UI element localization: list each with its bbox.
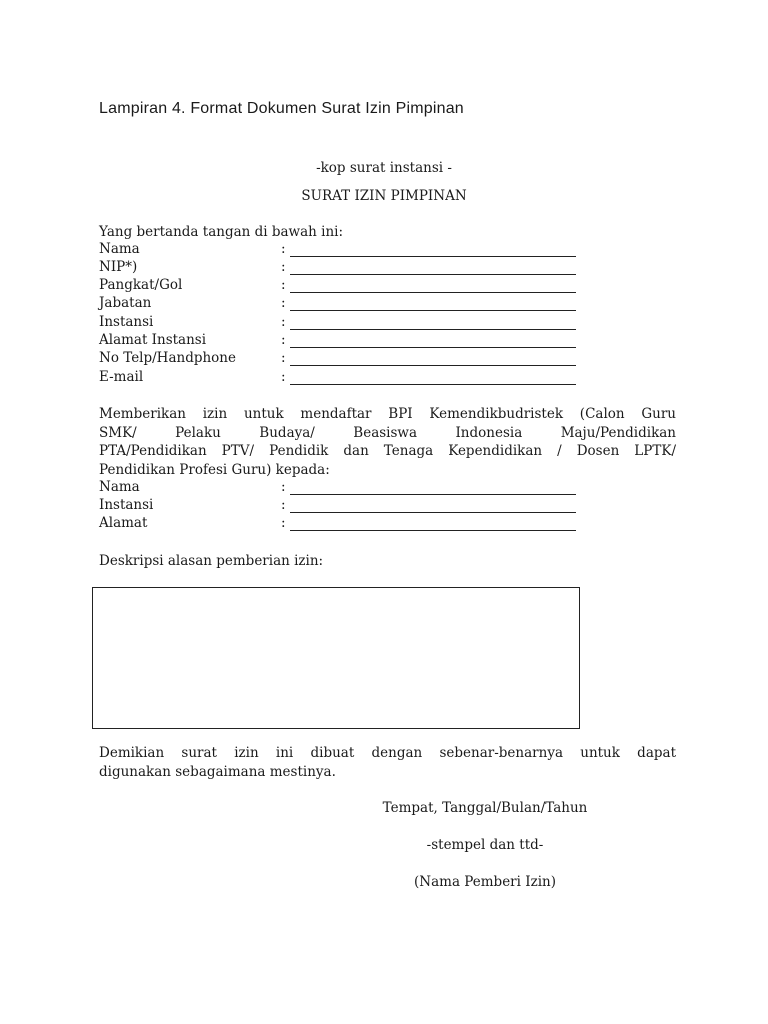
signer-name: (Nama Pemberi Izin) bbox=[414, 874, 556, 890]
field-email bbox=[99, 369, 579, 387]
field-jabatan bbox=[99, 295, 579, 313]
field-label: Instansi bbox=[99, 497, 154, 513]
field-nip bbox=[99, 259, 579, 277]
intro-text: Yang bertanda tangan di bawah ini: bbox=[99, 224, 344, 240]
fill-line[interactable] bbox=[290, 512, 576, 513]
field-colon: : bbox=[281, 479, 286, 495]
paragraph-line: Demikian surat izin ini dibuat dengan sebenar-benarnya untuk dapat bbox=[99, 745, 676, 761]
field-label: Pangkat/Gol bbox=[99, 277, 183, 293]
field-alamat-instansi bbox=[99, 332, 579, 350]
stamp-signature: -stempel dan ttd- bbox=[426, 837, 544, 853]
paragraph-line: SMK/ Pelaku Budaya/ Beasiswa Indonesia Maju/Pendidikan bbox=[99, 424, 676, 441]
field-label: Nama bbox=[99, 241, 140, 257]
closing-paragraph bbox=[99, 744, 676, 781]
field-nama bbox=[99, 241, 579, 259]
field-pangkat bbox=[99, 277, 579, 295]
field-label: NIP*) bbox=[99, 259, 138, 275]
field-label: Alamat Instansi bbox=[99, 332, 207, 348]
fill-line[interactable] bbox=[290, 384, 576, 385]
field-label: Nama bbox=[99, 479, 140, 495]
field-label: E-mail bbox=[99, 369, 144, 385]
recipient-alamat bbox=[99, 515, 579, 533]
recipient-instansi bbox=[99, 497, 579, 515]
fill-line[interactable] bbox=[290, 329, 576, 330]
field-colon: : bbox=[281, 369, 286, 385]
document-heading: Lampiran 4. Format Dokumen Surat Izin Pimpinan bbox=[99, 100, 464, 117]
fill-line[interactable] bbox=[290, 530, 576, 531]
field-colon: : bbox=[281, 295, 286, 311]
field-label: Alamat bbox=[99, 515, 148, 531]
field-colon: : bbox=[281, 515, 286, 531]
field-colon: : bbox=[281, 497, 286, 513]
fill-line[interactable] bbox=[290, 347, 576, 348]
fill-line[interactable] bbox=[290, 292, 576, 293]
field-label: Instansi bbox=[99, 314, 154, 330]
field-colon: : bbox=[281, 332, 286, 348]
fill-line[interactable] bbox=[290, 274, 576, 275]
field-colon: : bbox=[281, 241, 286, 257]
paragraph-line: digunakan sebagaimana mestinya. bbox=[99, 763, 336, 780]
permission-paragraph bbox=[99, 405, 676, 479]
fill-line[interactable] bbox=[290, 256, 576, 257]
field-telp bbox=[99, 350, 579, 368]
paragraph-line: PTA/Pendidikan PTV/ Pendidik dan Tenaga Kependidikan / Dosen LPTK/ bbox=[99, 443, 676, 459]
field-colon: : bbox=[281, 314, 286, 330]
description-label: Deskripsi alasan pemberian izin: bbox=[99, 553, 324, 569]
letterhead-placeholder: -kop surat instansi - bbox=[316, 160, 452, 176]
fill-line[interactable] bbox=[290, 365, 576, 366]
description-box[interactable] bbox=[92, 587, 580, 729]
field-colon: : bbox=[281, 277, 286, 293]
field-label: Jabatan bbox=[99, 295, 152, 311]
letter-title: SURAT IZIN PIMPINAN bbox=[301, 188, 467, 204]
field-colon: : bbox=[281, 259, 286, 275]
paragraph-line: Memberikan izin untuk mendaftar BPI Kemendikbudristek (Calon Guru bbox=[99, 406, 676, 422]
field-colon: : bbox=[281, 350, 286, 366]
place-date: Tempat, Tanggal/Bulan/Tahun bbox=[382, 800, 588, 816]
field-label: No Telp/Handphone bbox=[99, 350, 236, 366]
recipient-nama bbox=[99, 479, 579, 497]
fill-line[interactable] bbox=[290, 310, 576, 311]
fill-line[interactable] bbox=[290, 494, 576, 495]
paragraph-line: Pendidikan Profesi Guru) kepada: bbox=[99, 461, 330, 478]
field-instansi bbox=[99, 314, 579, 332]
